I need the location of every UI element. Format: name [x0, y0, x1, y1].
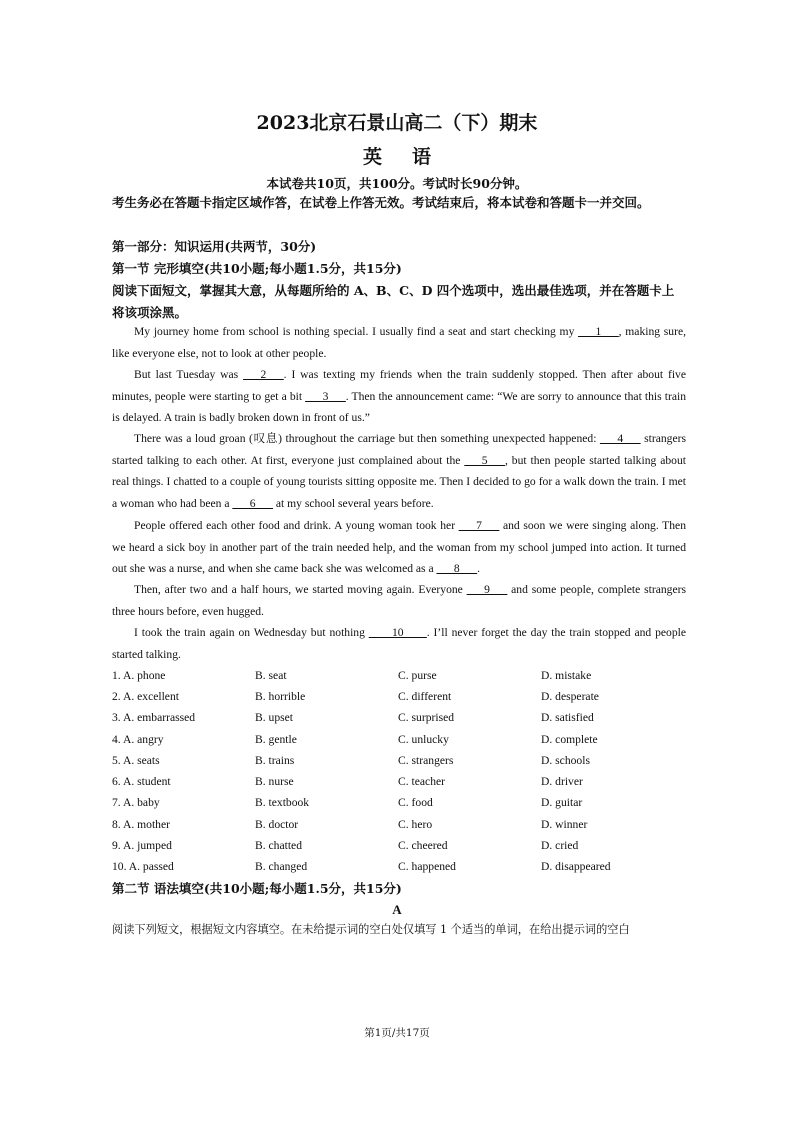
option-c: C. teacher: [398, 775, 445, 788]
cloze-blank-4: ___4___: [599, 432, 641, 445]
option-d: D. driver: [541, 775, 583, 788]
option-c: C. different: [398, 690, 452, 703]
option-a: 4. A. angry: [112, 733, 164, 746]
option-c: C. surprised: [398, 711, 455, 724]
question-options-1: [112, 665, 692, 686]
passage-paragraph-3: [112, 428, 686, 514]
passage-text: , but then people started talking about real things. I chatted to a couple of young tourists sitting opposite me. Then I decided to go for a walk down the train. I met a woman who had been a: [112, 453, 686, 510]
option-c: C. hero: [398, 818, 433, 831]
passage-text: But last Tuesday was: [134, 368, 244, 381]
exam-subject: 英语: [362, 146, 461, 168]
passage-paragraph-1: [112, 321, 686, 364]
option-d: D. winner: [541, 818, 588, 831]
exam-notice: 考生务必在答题卡指定区域作答，在试卷上作答无效。考试结束后，将本试卷和答题卡一并交回。: [112, 195, 650, 210]
cloze-blank-1: ___1___: [578, 325, 619, 338]
option-d: D. schools: [541, 754, 590, 767]
section2-heading: 第二节 语法填空(共10小题;每小题1.5分，共15分): [112, 881, 402, 896]
passage-text: at my school several years before.: [272, 496, 434, 510]
option-c: C. strangers: [398, 754, 454, 767]
option-a: 5. A. seats: [112, 754, 160, 767]
passage-paragraph-2: [112, 364, 686, 429]
option-a: 7. A. baby: [112, 796, 160, 809]
passage-text: I took the train again on Wednesday but nothing: [134, 626, 369, 639]
option-b: B. horrible: [255, 690, 306, 703]
option-d: D. satisfied: [541, 711, 594, 724]
section1-instruction: 阅读下面短文，掌握其大意，从每题所给的 A、B、C、D 四个选项中，选出最佳选项，并在答题卡上将该项涂黑。: [112, 283, 675, 320]
cloze-blank-7: ___7___: [458, 519, 500, 532]
option-b: B. trains: [255, 754, 295, 767]
option-a: 1. A. phone: [112, 669, 166, 682]
option-d: D. guitar: [541, 796, 583, 809]
cloze-blank-3: ___3___: [305, 389, 346, 403]
option-c: C. purse: [398, 669, 437, 682]
passage-text: strangers started talking to each other. At first, everyone just complained about the: [112, 432, 686, 467]
cloze-blank-5: ___5___: [464, 453, 505, 467]
section1-heading: 第一节 完形填空(共10小题;每小题1.5分，共15分): [112, 261, 402, 276]
passage-text: .: [477, 562, 480, 575]
question-options-7: [112, 792, 692, 813]
option-b: B. upset: [255, 711, 294, 724]
option-a: 6. A. student: [112, 775, 171, 788]
option-d: D. disappeared: [541, 860, 611, 873]
option-a: 8. A. mother: [112, 818, 170, 831]
cloze-blank-10: ____10____: [368, 626, 427, 639]
question-options-4: [112, 729, 692, 750]
section2-instruction: 阅读下列短文，根据短文内容填空。在未给提示词的空白处仅填写 1 个适当的单词，在给出提示词的空白: [112, 923, 630, 936]
passage-paragraph-6: [112, 622, 686, 665]
passage-paragraph-5: [112, 579, 686, 622]
option-b: B. chatted: [255, 839, 303, 852]
option-d: D. complete: [541, 733, 598, 746]
option-d: D. cried: [541, 839, 579, 852]
option-b: B. textbook: [255, 796, 310, 809]
question-options-2: [112, 686, 692, 707]
cloze-blank-8: ___8___: [436, 562, 478, 575]
cloze-blank-6: ___6___: [232, 496, 273, 510]
question-options-9: [112, 835, 692, 856]
exam-title: 2023北京石景山高二（下）期末: [256, 112, 538, 134]
section2-part-label: A: [392, 902, 402, 917]
passage-text: Then, after two and a half hours, we started moving again. Everyone: [134, 583, 467, 596]
passage-text: There was a loud groan (叹息) throughout the carriage but then something unexpected happened:: [134, 432, 600, 445]
passage-text: . I was texting my friends when the train suddenly stopped. Then after about five minutes, people were starting to get a bit: [112, 368, 686, 403]
page-footer: 第1页/共17页: [364, 1027, 430, 1039]
passage-text: People offered each other food and drink. A young woman took her: [134, 519, 459, 532]
passage-paragraph-4: [112, 515, 686, 580]
option-c: C. cheered: [398, 839, 448, 852]
option-b: B. nurse: [255, 775, 294, 788]
option-a: 3. A. embarrassed: [112, 711, 196, 724]
option-c: C. happened: [398, 860, 456, 873]
option-b: B. gentle: [255, 733, 297, 746]
exam-info: 本试卷共10页，共100分。考试时长90分钟。: [266, 176, 528, 191]
question-options-10: [112, 856, 692, 877]
option-b: B. changed: [255, 860, 308, 873]
option-a: 9. A. jumped: [112, 839, 172, 852]
question-options-5: [112, 750, 692, 771]
option-d: D. desperate: [541, 690, 599, 703]
option-d: D. mistake: [541, 669, 592, 682]
option-b: B. seat: [255, 669, 287, 682]
question-options-6: [112, 771, 692, 792]
option-a: 10. A. passed: [112, 860, 174, 873]
option-b: B. doctor: [255, 818, 299, 831]
question-options-8: [112, 814, 692, 835]
option-c: C. unlucky: [398, 733, 449, 746]
passage-text: My journey home from school is nothing special. I usually find a seat and start checking my: [134, 325, 579, 338]
option-a: 2. A. excellent: [112, 690, 179, 703]
option-c: C. food: [398, 796, 433, 809]
passage-text: . I’ll never forget the day the train stopped and people started talking.: [112, 626, 686, 661]
passage-text: . Then the announcement came: “We are sorry to announce that this train is delayed. A train is badly broken down in front of us.”: [112, 389, 686, 424]
cloze-blank-2: ___2___: [243, 368, 284, 381]
passage-text: and some people, complete strangers three hours before, even hugged.: [112, 583, 686, 618]
part1-heading: 第一部分：知识运用(共两节，30分): [112, 239, 317, 254]
passage-text: and soon we were singing along. Then we heard a sick boy in another part of the train needed help, and the woman from my school jumped into action. It turned out she was a nurse, and when she came back she was welcomed as a: [112, 519, 686, 575]
passage-text: , making sure, like everyone else, not to look at other people.: [112, 325, 686, 360]
cloze-blank-9: ___9___: [466, 583, 508, 596]
question-options-3: [112, 707, 692, 728]
